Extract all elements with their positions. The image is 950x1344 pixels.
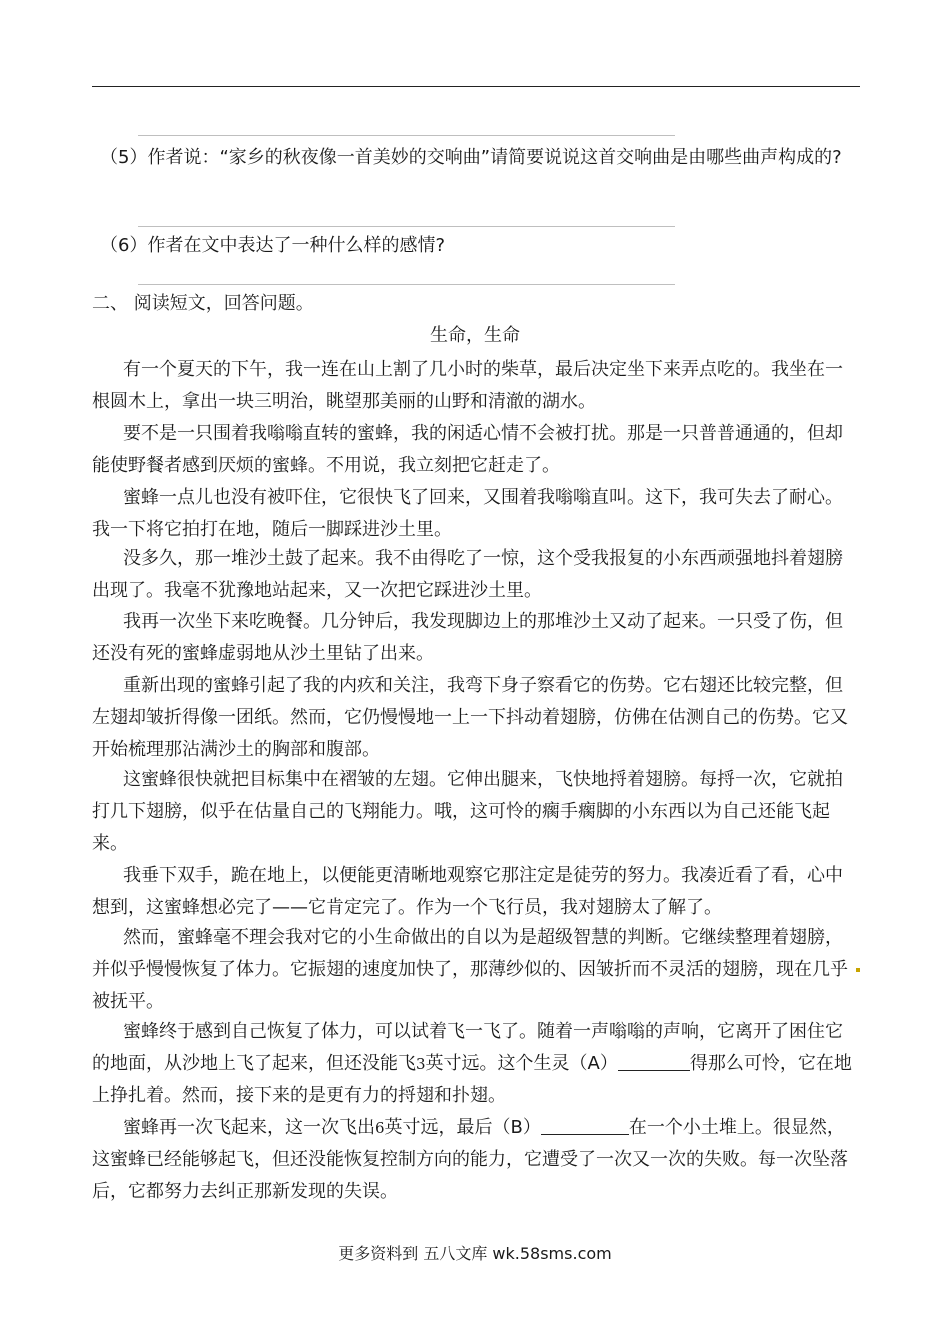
answer-line bbox=[138, 226, 675, 227]
para11-text-3: 在一个小土堆上。很显然，这蜜蜂已经能够起飞，但还没能恢复控制方向的能力，它遭受了一次又一次的失败。每一次坠落后，它都努力去纠正那新发现的失误。 bbox=[92, 1117, 848, 1202]
paragraph-5: 我再一次坐下来吃晚餐。几分钟后，我发现脚边上的那堆沙土又动了起来。一只受了伤，但还没有死的蜜蜂虚弱地从沙土里钻了出来。 bbox=[92, 611, 843, 664]
para10-number: 3 bbox=[416, 1055, 426, 1073]
header-rule bbox=[92, 86, 860, 87]
para11-number: 6 bbox=[375, 1119, 385, 1137]
para11-text-2: 英寸远，最后（B） bbox=[384, 1117, 541, 1138]
paragraph-6: 重新出现的蜜蜂引起了我的内疚和关注，我弯下身子察看它的伤势。它右翅还比较完整，但左翅却皱折得像一团纸。然而，它仍慢慢地一上一下抖动着翅膀，仿佛在估测自己的伤势。它又开始梳理那沾满沙土的胸部和腹部。 bbox=[92, 675, 848, 760]
para10-text-1: 蜜蜂终于感到自己恢复了体力，可以试着飞一飞了。随着一声嗡嗡的声响，它离开了困住它的地面，从沙地上飞了起来，但还没能飞 bbox=[92, 1021, 843, 1074]
paragraph-7: 这蜜蜂很快就把目标集中在褶皱的左翅。它伸出腿来，飞快地捋着翅膀。每捋一次，它就拍打几下翅膀，似乎在估量自己的飞翔能力。哦，这可怜的瘸手瘸脚的小东西以为自己还能飞起来。 bbox=[92, 769, 843, 854]
highlight-mark bbox=[856, 968, 860, 972]
paragraph-3: 蜜蜂一点儿也没有被吓住，它很快飞了回来，又围着我嗡嗡直叫。这下，我可失去了耐心。我一下将它拍打在地，随后一脚踩进沙土里。 bbox=[92, 487, 843, 540]
paragraph-10 bbox=[92, 1016, 860, 1112]
footer-link[interactable]: 更多资料到 五八文库 wk.58sms.com bbox=[338, 1244, 612, 1263]
answer-line bbox=[138, 284, 675, 285]
paragraph-1: 有一个夏天的下午，我一连在山上割了几小时的柴草，最后决定坐下来弄点吃的。我坐在一根圆木上，拿出一块三明治，眺望那美丽的山野和清澈的湖水。 bbox=[92, 359, 843, 412]
question-5: （5）作者说：“家乡的秋夜像一首美妙的交响曲”请简要说说这首交响曲是由哪些曲声构成的? bbox=[100, 147, 842, 168]
section-heading: 二、 阅读短文，回答问题。 bbox=[92, 293, 314, 314]
article-title: 生命，生命 bbox=[430, 325, 520, 346]
para11-text-1: 蜜蜂再一次飞起来，这一次飞出 bbox=[123, 1117, 375, 1138]
paragraph-9: 然而，蜜蜂毫不理会我对它的小生命做出的自以为是超级智慧的判断。它继续整理着翅膀，并似乎慢慢恢复了体力。它振翅的速度加快了，那薄纱似的、因皱折而不灵活的翅膀，现在几乎被抚平。 bbox=[92, 927, 848, 1012]
paragraph-8: 我垂下双手，跪在地上，以便能更清晰地观察它那注定是徒劳的努力。我凑近看了看，心中想到，这蜜蜂想必完了——它肯定完了。作为一个飞行员，我对翅膀太了解了。 bbox=[92, 865, 843, 918]
blank-a bbox=[618, 1050, 690, 1071]
answer-line bbox=[138, 135, 675, 136]
paragraph-2: 要不是一只围着我嗡嗡直转的蜜蜂，我的闲适心情不会被打扰。那是一只普普通通的，但却能使野餐者感到厌烦的蜜蜂。不用说，我立刻把它赶走了。 bbox=[92, 423, 843, 476]
paragraph-4: 没多久，那一堆沙土鼓了起来。我不由得吃了一惊，这个受我报复的小东西顽强地抖着翅膀出现了。我毫不犹豫地站起来，又一次把它踩进沙土里。 bbox=[92, 548, 843, 601]
question-6: （6）作者在文中表达了一种什么样的感情? bbox=[100, 235, 446, 256]
para10-text-3: 得那么可怜，它在地上挣扎着。然而，接下来的是更有力的捋翅和扑翅。 bbox=[92, 1053, 852, 1106]
para10-text-2: 英寸远。这个生灵（A） bbox=[425, 1053, 618, 1074]
blank-b bbox=[541, 1114, 629, 1135]
paragraph-11 bbox=[92, 1112, 860, 1208]
